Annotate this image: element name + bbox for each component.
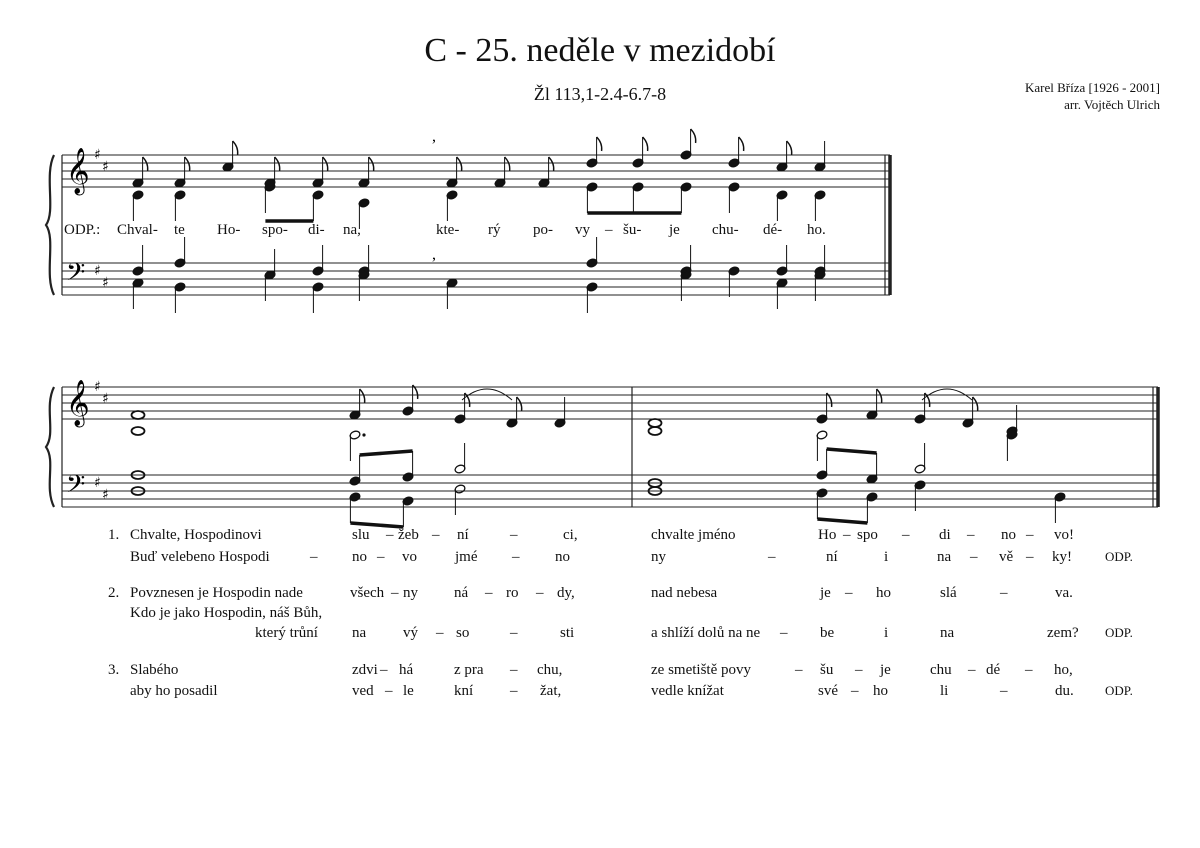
whole-note <box>649 427 662 435</box>
verse-text: slu <box>352 527 370 543</box>
verse-text: slá <box>940 585 957 601</box>
breath-mark: , <box>432 128 436 145</box>
bass-clef: 𝄢 <box>66 258 86 293</box>
lyric-syllable: Ho- <box>217 222 241 238</box>
brace <box>46 155 54 295</box>
note-flag <box>597 137 602 151</box>
verse-text: ro <box>506 585 519 601</box>
sharp-key-signature: ♯ <box>94 263 101 279</box>
verse-text: je <box>820 585 831 601</box>
page-title: C - 25. neděle v mezidobí <box>424 32 776 69</box>
verse-text: nad nebesa <box>651 585 718 601</box>
verse-text: žat, <box>540 683 562 699</box>
verse-text: žeb <box>398 527 419 543</box>
note-flag <box>517 397 522 411</box>
verse-text: – <box>536 585 544 601</box>
lyric-syllable: chu- <box>712 222 739 238</box>
lyric-syllable: di- <box>308 222 325 238</box>
lyric-syllable: spo- <box>262 222 288 238</box>
verse-response: ODP. <box>1105 683 1133 698</box>
brace <box>46 387 54 507</box>
sharp-key-signature: ♯ <box>94 475 101 491</box>
lyric-syllable: šu- <box>623 222 642 238</box>
verse-text: Povznesen je Hospodin nade <box>130 585 303 601</box>
verse-text: i <box>884 625 889 641</box>
verse-text: vo! <box>1054 527 1074 543</box>
verse-text: jmé <box>455 549 478 565</box>
verse-text: ci, <box>563 527 578 543</box>
verse-response: ODP. <box>1105 549 1133 564</box>
verse-text: – <box>1026 527 1034 543</box>
verse-text: di <box>939 527 951 543</box>
verse-text: ní <box>457 527 469 543</box>
lyric-syllable: rý <box>488 222 501 238</box>
verse-text: – <box>510 683 518 699</box>
lyric-syllable: na, <box>343 222 361 238</box>
treble-clef: 𝄞 <box>66 380 90 426</box>
breath-mark: , <box>432 246 436 263</box>
note-flag <box>233 141 238 155</box>
verse-text: dé <box>986 662 1001 678</box>
verse-text: sti <box>560 625 575 641</box>
lyric-syllable: je <box>669 222 680 238</box>
verse-response: ODP. <box>1105 625 1133 640</box>
note-flag <box>360 389 365 403</box>
verse-text: le <box>403 683 414 699</box>
verse-text: na <box>940 625 955 641</box>
note-flag <box>323 157 328 171</box>
verse-text: – <box>1026 549 1034 565</box>
verse-text: ná <box>454 585 469 601</box>
verse-text: všech <box>350 585 385 601</box>
lyric-syllable: – <box>605 222 613 238</box>
verse-text: ny <box>651 549 666 565</box>
verse-text: li <box>940 683 949 699</box>
verse-text: – <box>391 585 399 601</box>
verse-text: a shlíží dolů na ne <box>651 625 761 641</box>
verse-text: – <box>968 662 976 678</box>
verse-text: aby ho posadil <box>130 683 218 699</box>
verse-text: – <box>1000 585 1008 601</box>
note-flag <box>739 137 744 151</box>
augmentation-dot <box>362 433 365 436</box>
note-flag <box>275 157 280 171</box>
verse-text: z pra <box>454 662 484 678</box>
note-flag <box>877 389 882 403</box>
verse-text: který trůní <box>255 625 318 641</box>
verse-number: 1. <box>108 527 120 543</box>
lyric-syllable: dé- <box>763 222 783 238</box>
verse-text: dy, <box>557 585 575 601</box>
verse-text: va. <box>1055 585 1073 601</box>
verse-text: Slabého <box>130 662 179 678</box>
verse-text: ky! <box>1052 549 1072 565</box>
verse-text: vedle knížat <box>651 683 724 699</box>
verse-text: na <box>937 549 952 565</box>
lyric-syllable: te <box>174 222 185 238</box>
verse-text: be <box>820 625 835 641</box>
verse-text: spo <box>857 527 878 543</box>
verse-text: zem? <box>1047 625 1079 641</box>
note-flag <box>457 157 462 171</box>
lyric-syllable: vy <box>575 222 590 238</box>
whole-note <box>132 427 145 435</box>
verse-text: Buď velebeno Hospodi <box>130 549 270 565</box>
verse-number: 3. <box>108 662 120 678</box>
verse-text: – <box>902 527 910 543</box>
verse-text: no <box>555 549 570 565</box>
verse-text: – <box>970 549 978 565</box>
verse-text: ho <box>876 585 891 601</box>
note-beam <box>360 451 413 455</box>
verse-text: i <box>884 549 889 565</box>
bass-clef: 𝄢 <box>66 470 86 505</box>
sharp-key-signature: ♯ <box>102 487 109 503</box>
verse-text: vě <box>999 549 1014 565</box>
verse-text: ní <box>826 549 838 565</box>
note-flag <box>973 397 978 411</box>
verse-text: kní <box>454 683 474 699</box>
verse-text: – <box>512 549 520 565</box>
note-beam <box>817 519 867 523</box>
verse-text: so <box>456 625 470 641</box>
sharp-key-signature: ♯ <box>102 391 109 407</box>
verse-text: šu <box>820 662 834 678</box>
verse-text: – <box>436 625 444 641</box>
note-beam <box>827 449 877 453</box>
refrain-label: ODP.: <box>64 222 101 238</box>
verse-text: chu <box>930 662 952 678</box>
lyric-syllable: po- <box>533 222 553 238</box>
verse-text: zdvi <box>352 662 378 678</box>
verse-text: – <box>967 527 975 543</box>
verse-text: – <box>768 549 776 565</box>
verse-text: – <box>380 662 388 678</box>
sharp-key-signature: ♯ <box>94 379 101 395</box>
verse-text: – <box>432 527 440 543</box>
arranger-credit: arr. Vojtěch Ulrich <box>1064 97 1160 112</box>
verse-text: du. <box>1055 683 1074 699</box>
verse-text: ze smetiště povy <box>651 662 751 678</box>
composer-credit: Karel Bříza [1926 - 2001] <box>1024 80 1160 95</box>
verse-text: – <box>845 585 853 601</box>
verse-text: no <box>352 549 367 565</box>
verse-text: – <box>1025 662 1033 678</box>
verse-text: Chvalte, Hospodinovi <box>130 527 262 543</box>
verse-text: – <box>1000 683 1008 699</box>
note-flag <box>369 157 374 171</box>
sharp-key-signature: ♯ <box>94 147 101 163</box>
verse-text: ho <box>873 683 888 699</box>
verse-text: – <box>310 549 318 565</box>
note-flag <box>691 129 696 143</box>
verse-text: Kdo je jako Hospodin, náš Bůh, <box>130 605 323 621</box>
verse-text: há <box>399 662 414 678</box>
verse-number: 2. <box>108 585 120 601</box>
verse-text: své <box>818 683 838 699</box>
note-flag <box>185 157 190 171</box>
verse-text: – <box>385 683 393 699</box>
treble-clef: 𝄞 <box>66 148 90 194</box>
note-flag <box>787 141 792 155</box>
verse-text: ny <box>403 585 418 601</box>
lyric-syllable: ho. <box>807 222 826 238</box>
whole-note <box>132 411 145 419</box>
verse-text: – <box>855 662 863 678</box>
verse-text: – <box>843 527 851 543</box>
verse-text: Ho <box>818 527 837 543</box>
verse-text: – <box>510 625 518 641</box>
verse-text: – <box>377 549 385 565</box>
note-flag <box>505 157 510 171</box>
verse-text: ved <box>352 683 374 699</box>
lyric-syllable: Chval- <box>117 222 158 238</box>
verse-text: – <box>795 662 803 678</box>
verse-text: vý <box>403 625 418 641</box>
sharp-key-signature: ♯ <box>102 275 109 291</box>
sharp-key-signature: ♯ <box>102 159 109 175</box>
lyric-syllable: kte- <box>436 222 460 238</box>
verse-text: – <box>485 585 493 601</box>
note-flag <box>143 157 148 171</box>
verse-text: – <box>851 683 859 699</box>
verse-text: – <box>780 625 788 641</box>
verse-text: ho, <box>1054 662 1073 678</box>
verse-text: na <box>352 625 367 641</box>
verse-text: – <box>386 527 394 543</box>
verse-text: – <box>510 662 518 678</box>
verse-text: je <box>880 662 891 678</box>
psalm-reference: Žl 113,1-2.4-6.7-8 <box>533 84 667 104</box>
verse-text: chu, <box>537 662 563 678</box>
note-flag <box>549 157 554 171</box>
whole-note <box>649 419 662 427</box>
verse-text: vo <box>402 549 417 565</box>
note-flag <box>643 137 648 151</box>
verse-text: no <box>1001 527 1016 543</box>
verse-text: chvalte jméno <box>651 527 736 543</box>
verse-text: – <box>510 527 518 543</box>
